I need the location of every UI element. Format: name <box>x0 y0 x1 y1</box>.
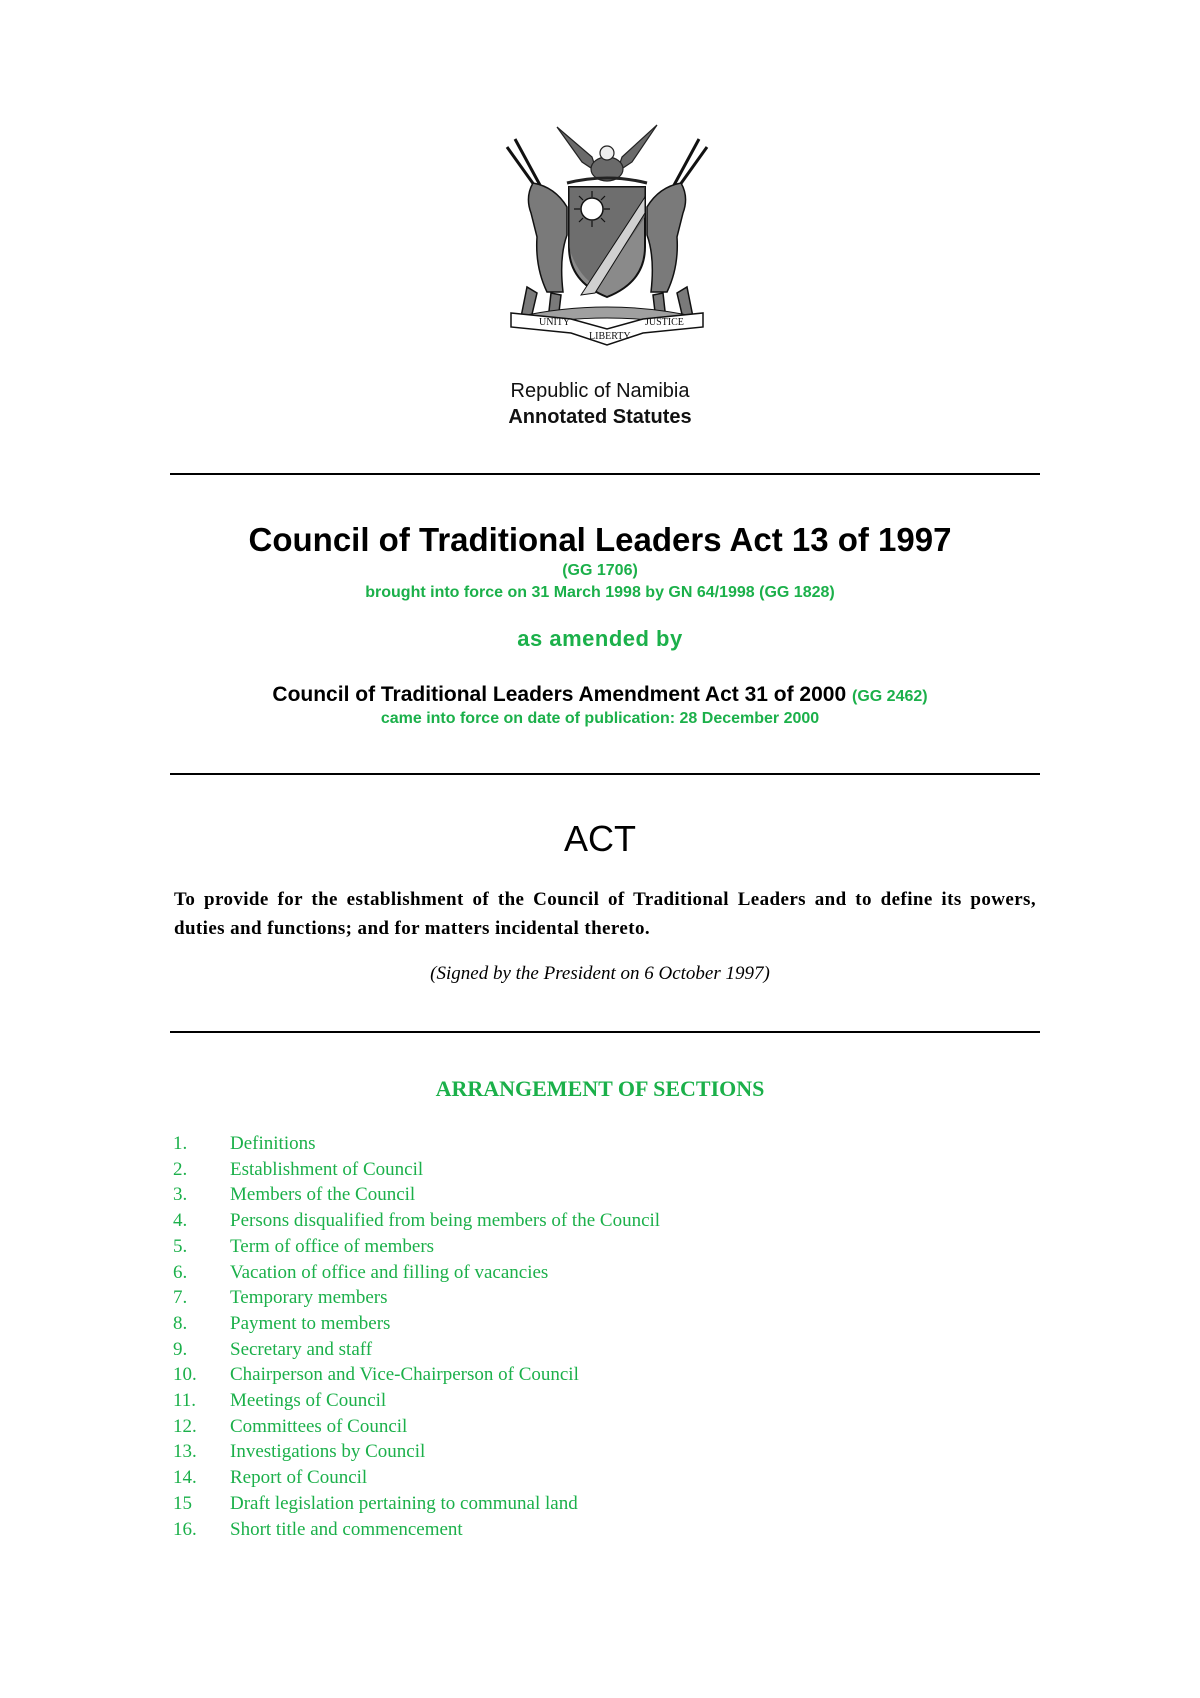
section-number: 15 <box>173 1492 192 1514</box>
section-number: 4. <box>173 1210 188 1232</box>
section-item[interactable] <box>173 1388 1033 1414</box>
motto-unity: UNITY <box>539 317 571 328</box>
section-item[interactable] <box>173 1260 1033 1286</box>
section-number: 14. <box>173 1467 197 1489</box>
section-number: 6. <box>173 1261 188 1283</box>
section-number: 3. <box>173 1184 188 1206</box>
section-number: 1. <box>173 1133 188 1154</box>
section-title[interactable]: Committees of Council <box>230 1415 408 1437</box>
act-heading: ACT <box>564 818 636 859</box>
motto-justice: JUSTICE <box>645 317 684 328</box>
arrangement-heading: ARRANGEMENT OF SECTIONS <box>435 1076 765 1101</box>
section-title[interactable]: Meetings of Council <box>230 1390 387 1412</box>
section-number: 12. <box>173 1415 197 1437</box>
section-number: 7. <box>173 1287 188 1309</box>
section-title[interactable]: Draft legislation pertaining to communal land <box>230 1492 578 1514</box>
divider <box>170 1031 1040 1033</box>
sections-list <box>173 1131 1033 1542</box>
divider <box>170 473 1040 475</box>
gazette-reference: (GG 1706) <box>562 562 638 579</box>
amended-by-label: as amended by <box>517 626 683 651</box>
section-number: 11. <box>173 1390 197 1412</box>
section-number: 5. <box>173 1235 188 1257</box>
section-title[interactable]: Investigations by Council <box>230 1441 426 1463</box>
publisher-country: Republic of Namibia <box>510 380 690 402</box>
section-title[interactable]: Report of Council <box>230 1467 368 1489</box>
section-number: 8. <box>173 1312 188 1334</box>
section-title[interactable]: Temporary members <box>230 1287 388 1309</box>
section-item[interactable] <box>173 1285 1033 1311</box>
amending-act-gazette: (GG 2462) <box>852 688 928 705</box>
section-title[interactable]: Vacation of office and filling of vacancies <box>230 1261 549 1283</box>
signature-note: (Signed by the President on 6 October 1997) <box>430 963 770 984</box>
section-number: 2. <box>173 1158 188 1180</box>
section-number: 9. <box>173 1338 188 1360</box>
section-item[interactable] <box>173 1491 1033 1517</box>
section-item[interactable] <box>173 1337 1033 1363</box>
commencement-note: brought into force on 31 March 1998 by GN 64/1998 (GG 1828) <box>365 584 835 601</box>
section-item[interactable] <box>173 1208 1033 1234</box>
section-title[interactable]: Definitions <box>230 1133 316 1154</box>
section-item[interactable] <box>173 1157 1033 1183</box>
section-item[interactable] <box>173 1182 1033 1208</box>
long-title: To provide for the establishment of the Council of Traditional Leaders and to define its powers, duties and functions; and for matters incidental thereto. <box>174 889 1036 939</box>
section-number: 13. <box>173 1441 197 1463</box>
publisher-series: Annotated Statutes <box>508 406 692 428</box>
section-title[interactable]: Establishment of Council <box>230 1158 424 1180</box>
section-title[interactable]: Short title and commencement <box>230 1518 463 1540</box>
section-item[interactable] <box>173 1362 1033 1388</box>
section-item[interactable] <box>173 1234 1033 1260</box>
amending-act <box>0 682 1200 710</box>
amending-act-title: Council of Traditional Leaders Amendment Act 31 of 2000 <box>272 683 847 706</box>
section-number: 10. <box>173 1364 197 1386</box>
section-title[interactable]: Term of office of members <box>230 1235 435 1257</box>
act-title: Council of Traditional Leaders Act 13 of 1997 <box>248 521 952 558</box>
section-item[interactable] <box>173 1414 1033 1440</box>
section-title[interactable]: Members of the Council <box>230 1184 416 1206</box>
amending-commencement: came into force on date of publication: 28 December 2000 <box>380 710 820 727</box>
motto-liberty: LIBERTY <box>589 331 631 342</box>
section-title[interactable]: Payment to members <box>230 1312 391 1334</box>
section-item[interactable] <box>173 1517 1033 1543</box>
namibia-coat-of-arms-icon <box>497 117 717 349</box>
section-item[interactable] <box>173 1131 1033 1157</box>
divider <box>170 773 1040 775</box>
section-number: 16. <box>173 1518 197 1540</box>
section-title[interactable]: Chairperson and Vice-Chairperson of Council <box>230 1364 579 1386</box>
section-item[interactable] <box>173 1465 1033 1491</box>
section-title[interactable]: Persons disqualified from being members of the Council <box>230 1210 661 1232</box>
section-title[interactable]: Secretary and staff <box>230 1338 373 1360</box>
section-item[interactable] <box>173 1439 1033 1465</box>
section-item[interactable] <box>173 1311 1033 1337</box>
